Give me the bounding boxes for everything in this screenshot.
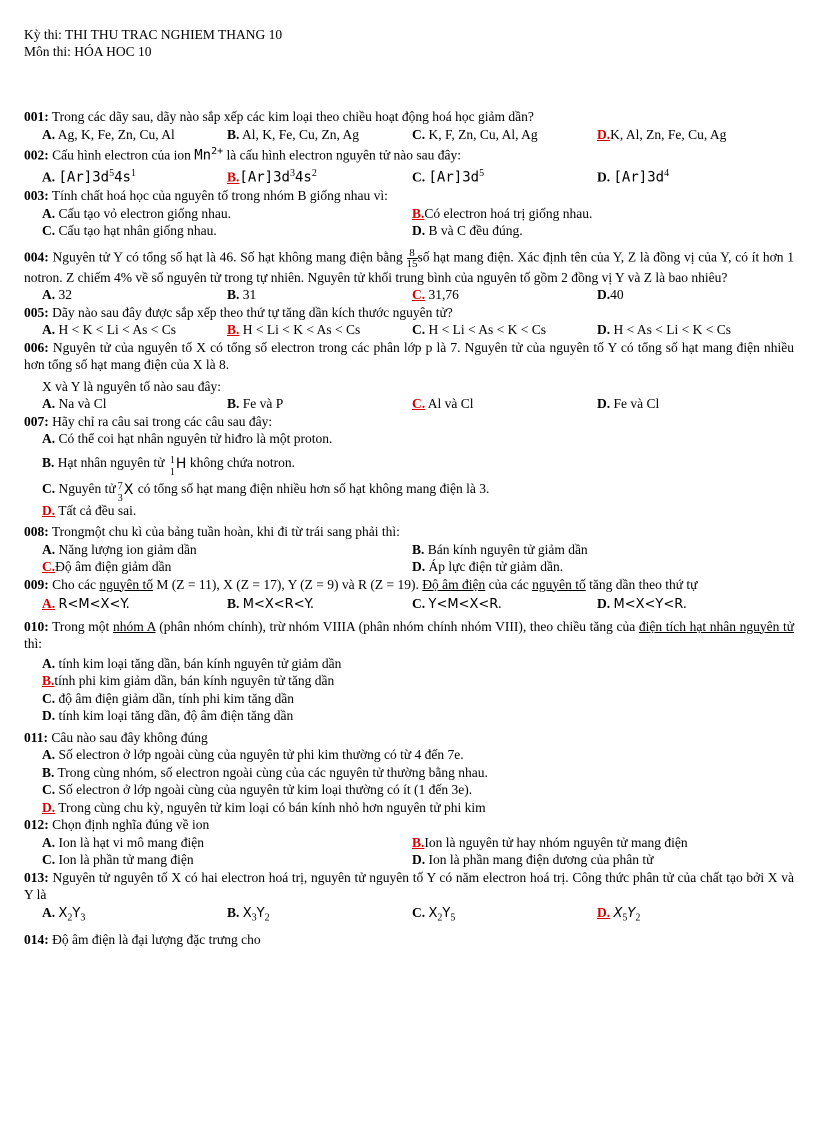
correct-answer-mark: D. bbox=[597, 904, 611, 920]
question-number: 008: bbox=[24, 524, 49, 539]
question-number: 006: bbox=[24, 339, 49, 355]
correct-answer-mark: B. bbox=[227, 322, 240, 337]
option-b[interactable]: B. Trong cùng nhóm, số electron ngoài cùng của các nguyên tử thường bằng nhau. bbox=[42, 764, 488, 780]
question-text: Câu nào sau đây không đúng bbox=[51, 729, 208, 745]
question-008 bbox=[24, 523, 794, 576]
question-number: 012: bbox=[24, 817, 49, 832]
option-a[interactable]: A. R<M<X<Y. bbox=[42, 596, 130, 612]
option-a[interactable]: A. Năng lượng ion giảm dần bbox=[42, 541, 197, 557]
question-number: 010: bbox=[24, 618, 49, 634]
question-text: Trong các dãy sau, dãy nào sắp xếp các kim loại theo chiều hoạt động hoá học giảm dần? bbox=[51, 109, 534, 124]
subject-line bbox=[24, 43, 794, 60]
question-text: Tính chất hoá học của nguyên tố trong nhóm B giống nhau vì: bbox=[51, 188, 388, 203]
correct-answer-mark: D. bbox=[597, 126, 611, 142]
exam-header bbox=[24, 26, 794, 60]
question-004: 004: Nguyên tử Y có tổng số hạt là 46. Số hạt không mang điện bằng $\frac{8}{15}$ số hạt mang điện. Xác định tên của Y, Z là đồng vị của Y, có ít hơn 1 notron. Z chiếm 4% về số nguyên tử trong tự nhiên. Nguyên tử khối trung bình của nguyên tố gồm 2 đồng vị Y và Z là bao nhiêu? A. 32 B. 31 C. 31,76 D.40 bbox=[24, 246, 795, 302]
question-number: 009: bbox=[24, 576, 49, 592]
option-b[interactable]: B.Có electron hoá trị giống nhau. bbox=[412, 205, 593, 221]
question-text: Trongmột chu kì của bảng tuần hoàn, khi đi từ trái sang phải thì: bbox=[51, 524, 400, 539]
correct-answer-mark: C. bbox=[42, 559, 56, 574]
option-d[interactable]: D. Fe và Cl bbox=[597, 396, 660, 411]
correct-answer-mark: B. bbox=[412, 205, 425, 221]
option-d[interactable]: D. B và C đều đúng. bbox=[412, 223, 523, 238]
nuclide-symbol: 7 3 X bbox=[117, 480, 134, 504]
option-d[interactable]: D.40 bbox=[597, 287, 624, 302]
correct-answer-mark: C. bbox=[412, 287, 426, 302]
option-c[interactable]: C. 31,76 bbox=[412, 287, 459, 302]
option-b[interactable]: B.tính phi kim giảm dần, bán kính nguyên tử tăng dần bbox=[42, 673, 335, 688]
option-b[interactable]: B. H < Li < K < As < Cs bbox=[227, 322, 361, 337]
question-number: 007: bbox=[24, 413, 49, 429]
ion-symbol: Mn bbox=[194, 147, 212, 164]
correct-answer-mark: B. bbox=[42, 673, 55, 688]
option-b[interactable]: $B.[Ar]3d^34s^2$ bbox=[227, 168, 317, 186]
question-text: Nguyên tử nguyên tố X có hai electron hoá trị, nguyên tử nguyên tố Y có năm electron hoá trị. Công thức phân tử của chất tạo bởi X và Y là bbox=[24, 869, 794, 902]
exam-label: Kỳ thi: bbox=[24, 27, 62, 42]
option-d[interactable]: D. $[Ar]3d^4$ bbox=[597, 168, 670, 186]
question-005 bbox=[24, 304, 794, 339]
question-number: 005: bbox=[24, 304, 49, 320]
option-c[interactable]: C. Nguyên tử 7 3 X có tổng số hạt mang điện nhiều hơn số hạt không mang điện là 3. bbox=[42, 478, 782, 502]
exam-title-line bbox=[24, 26, 794, 43]
option-c[interactable]: C. độ âm điện giảm dần, tính phi kim tăng dần bbox=[42, 690, 294, 706]
question-006 bbox=[24, 339, 794, 413]
question-011 bbox=[24, 729, 794, 817]
question-text: Độ âm điện là đại lượng đặc trưng cho bbox=[52, 931, 261, 947]
option-b[interactable]: B.Ion là nguyên tử hay nhóm nguyên tử mang điện bbox=[412, 834, 688, 850]
option-d[interactable]: D. $X_5Y_2$ bbox=[597, 904, 641, 924]
option-b[interactable]: B. $X_3Y_2$ bbox=[227, 904, 270, 924]
question-text: Nguyên tử của nguyên tố X có tổng số electron trong các phân lớp p là 7. Nguyên tử của nguyên tố Y có tổng số hạt mang điện nhiều hơn tổng số hạt mang điện của X là 8. bbox=[24, 339, 794, 372]
question-010: 010: Trong một nhóm A (phân nhóm chính), trừ nhóm VIIIA (phân nhóm chính nhóm VIII), theo chiều tăng của điện tích hạt nhân nguyên tử thì: A. tính kim loại tăng dần, bán kính nguyên tử giảm dần B.tính phi kim giảm dần, bán kính nguyên tử tăng dần C. độ âm điện giảm dần, tính phi kim tăng dần D. tính kim loại tăng dần, độ âm điện tăng dần bbox=[24, 618, 795, 723]
option-a[interactable]: A. $X_2Y_3$ bbox=[42, 904, 86, 924]
question-subtext: X và Y là nguyên tố nào sau đây: bbox=[42, 378, 221, 394]
correct-answer-mark: D. bbox=[42, 502, 56, 518]
option-b[interactable]: B. Fe và P bbox=[227, 396, 284, 411]
option-c[interactable]: C. $X_2Y_5$ bbox=[412, 904, 456, 924]
option-a[interactable]: A. Cấu tạo vỏ electron giống nhau. bbox=[42, 205, 231, 221]
question-text: Hãy chỉ ra câu sai trong các câu sau đây: bbox=[52, 413, 273, 429]
option-d[interactable]: D. Áp lực điện tử giảm dần. bbox=[412, 559, 564, 574]
option-c[interactable]: C. Y<M<X<R. bbox=[412, 596, 502, 612]
option-a[interactable]: A. Số electron ở lớp ngoài cùng của nguyên tử phi kim thường có từ 4 đến 7e. bbox=[42, 747, 464, 762]
option-c[interactable]: C. H < Li < As < K < Cs bbox=[412, 322, 546, 337]
option-d[interactable]: D. M<X<Y<R. bbox=[597, 596, 687, 612]
correct-answer-mark: A. bbox=[42, 596, 56, 611]
exam-name: THI THU TRAC NGHIEM THANG 10 bbox=[65, 27, 283, 42]
question-014 bbox=[24, 931, 794, 949]
correct-answer-mark: B. bbox=[227, 169, 240, 185]
question-number: 002: bbox=[24, 147, 49, 163]
option-c[interactable]: C.Độ âm điện giảm dần bbox=[42, 559, 172, 574]
question-002: 002: Cấu hình electron của ion $Mn^{2+}$ là cấu hình electron nguyên tử nào sau đây: A. $[Ar]3d^54s^1$ $B.[Ar]3d^34s^2$ C. $[Ar]3d^5$ D. $[Ar]3d^4$ bbox=[24, 143, 794, 187]
question-012 bbox=[24, 816, 794, 869]
question-001 bbox=[24, 108, 794, 143]
question-013 bbox=[24, 869, 794, 927]
question-number: 004: bbox=[24, 249, 49, 265]
option-a[interactable]: A. Na và Cl bbox=[42, 396, 107, 411]
question-text: Chọn định nghĩa đúng về ion bbox=[52, 817, 210, 832]
question-number: 003: bbox=[24, 188, 49, 203]
option-a[interactable]: A. Ion là hạt vi mô mang điện bbox=[42, 834, 204, 850]
question-003 bbox=[24, 187, 794, 240]
option-b[interactable]: B. Bán kính nguyên tử giảm dần bbox=[412, 541, 588, 557]
question-number: 001: bbox=[24, 109, 49, 124]
option-c[interactable]: C. Ion là phần tử mang điện bbox=[42, 852, 194, 867]
question-007 bbox=[24, 413, 794, 520]
option-c[interactable]: C. $[Ar]3d^5$ bbox=[412, 168, 485, 186]
option-b[interactable]: B. Al, K, Fe, Cu, Zn, Ag bbox=[227, 126, 360, 142]
option-a[interactable]: A. H < K < Li < As < Cs bbox=[42, 322, 176, 337]
correct-answer-mark: D. bbox=[42, 799, 56, 815]
option-c[interactable]: C. Số electron ở lớp ngoài cùng của nguyên tử kim loại thường có ít (1 đến 3e). bbox=[42, 782, 473, 797]
option-c[interactable]: C. K, F, Zn, Cu, Al, Ag bbox=[412, 126, 538, 142]
option-a[interactable]: A. Có thể coi hạt nhân nguyên tử hiđro là một proton. bbox=[42, 431, 333, 446]
option-d[interactable]: D. Tất cả đều sai. bbox=[42, 502, 137, 518]
option-b[interactable]: B. Hạt nhân nguyên tử 1 1 H không chứa notron. bbox=[42, 452, 782, 476]
option-d[interactable]: D. H < As < Li < K < Cs bbox=[597, 322, 731, 337]
option-a[interactable]: A. $[Ar]3d^54s^1$ bbox=[42, 168, 136, 186]
question-number: 011: bbox=[24, 729, 49, 745]
question-text: Dãy nào sau đây được sắp xếp theo thứ tự tăng dần kích thước nguyên tử? bbox=[52, 304, 453, 320]
fraction: $\frac{8}{15}$ bbox=[406, 246, 418, 270]
option-c[interactable]: C. Cấu tạo hạt nhân giống nhau. bbox=[42, 223, 217, 238]
nuclide-symbol: 1 1 H bbox=[169, 454, 187, 478]
correct-answer-mark: B. bbox=[412, 834, 425, 850]
option-b[interactable]: B. M<X<R<Y. bbox=[227, 596, 315, 612]
question-number: 013: bbox=[24, 869, 49, 885]
option-b[interactable]: B. 31 bbox=[227, 287, 257, 302]
option-d[interactable]: D. Trong cùng chu kỳ, nguyên tử kim loại có bán kính nhỏ hơn nguyên tử phi kim bbox=[42, 799, 486, 815]
option-a[interactable]: A. tính kim loại tăng dần, bán kính nguyên tử giảm dần bbox=[42, 655, 342, 671]
option-d[interactable]: D. tính kim loại tăng dần, độ âm điện tăng dần bbox=[42, 708, 294, 723]
option-a[interactable]: A. 32 bbox=[42, 287, 72, 302]
question-009: 009: Cho các nguyên tố M (Z = 11), X (Z = 17), Y (Z = 9) và R (Z = 19). Độ âm điện của các nguyên tố tăng dần theo thứ tự A. R<M<X<Y. B. M<X<R<Y. C. Y<M<X<R. D. M<X<Y<R. bbox=[24, 576, 794, 614]
subject-name: HÓA HOC 10 bbox=[74, 44, 152, 59]
subject-label: Môn thi: bbox=[24, 44, 71, 59]
option-c[interactable]: C. Al và Cl bbox=[412, 396, 474, 411]
question-number: 014: bbox=[24, 931, 49, 947]
correct-answer-mark: C. bbox=[412, 396, 426, 411]
option-a[interactable]: A. Ag, K, Fe, Zn, Cu, Al bbox=[42, 126, 175, 142]
option-d[interactable]: D. Ion là phần mang điện dương của phân tử bbox=[412, 852, 654, 867]
option-d[interactable]: D.K, Al, Zn, Fe, Cu, Ag bbox=[597, 126, 727, 142]
exam-page bbox=[24, 26, 794, 948]
